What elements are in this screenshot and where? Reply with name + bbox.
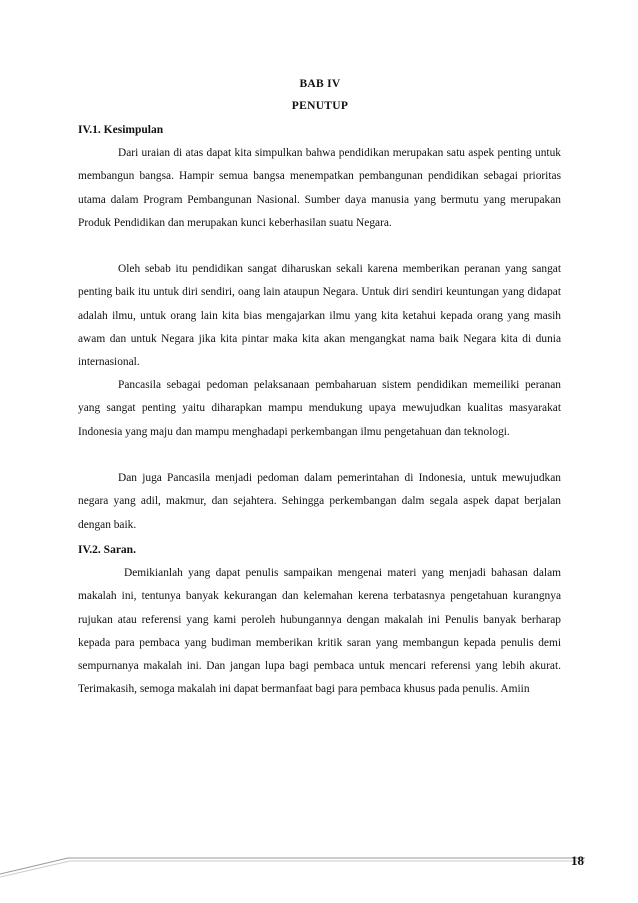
paragraph: Demikianlah yang dapat penulis sampaikan mengenai materi yang menjadi bahasan dalam makalah ini, tentunya banyak kekurangan dan kelemahan kerena terbatasnya pengetahuan kurangnya rujukan atau referensi yang kami peroleh hubungannya dengan makalah ini Penulis banyak berharap kepada para pembaca yang budiman memberikan kritik saran yang membangun kepada penulis demi sempurnanya makalah ini. Dan jangan lupa bagi pembaca untuk mencari referensi yang lebih akurat. Terimakasih, semoga makalah ini dapat bermanfaat bagi para pembaca khusus pada penulis. Amiin (78, 567, 561, 696)
section-title-saran: IV.2. Saran. (78, 544, 136, 556)
chapter-number: BAB IV (299, 78, 341, 90)
section-title-kesimpulan: IV.1. Kesimpulan (78, 124, 164, 136)
chapter-title: PENUTUP (291, 100, 349, 112)
footer-decoration (0, 848, 638, 878)
paragraph: Pancasila sebagai pedoman pelaksanaan pembaharuan sistem pendidikan memeiliki peranan yang sangat penting yaitu diharapkan mampu mendukung upaya mewujudkan kualitas masyarakat Indonesia yang maju dan mampu menghadapi perkembangan ilmu pengetahuan dan teknologi. (78, 379, 561, 438)
paragraph: Dan juga Pancasila menjadi pedoman dalam pemerintahan di Indonesia, untuk mewujudkan negara yang adil, makmur, dan sejahtera. Sehingga perkembangan dalm segala aspek dapat berjalan dengan baik. (78, 472, 561, 531)
paragraph: Dari uraian di atas dapat kita simpulkan bahwa pendidikan merupakan satu aspek penting untuk membangun bangsa. Hampir semua bangsa menempatkan pembangunan pendidikan sebagai prioritas utama dalam Program Pembangunan Nasional. Sumber daya manusia yang bermutu yang merupakan Produk Pendidikan dan merupakan kunci keberhasilan suatu Negara. (78, 147, 561, 229)
page-number: 18 (571, 853, 584, 868)
paragraph: Oleh sebab itu pendidikan sangat diharuskan sekali karena memberikan peranan yang sangat penting baik itu untuk diri sendiri, oang lain ataupun Negara. Untuk diri sendiri keuntungan yang didapat adalah ilmu, untuk orang lain kita bias mengajarkan ilmu yang kita ketahui kepada orang yang masih awam dan untuk Negara jika kita pintar maka kita akan mengangkat nama baik Negara kita di dunia internasional. (78, 263, 561, 369)
